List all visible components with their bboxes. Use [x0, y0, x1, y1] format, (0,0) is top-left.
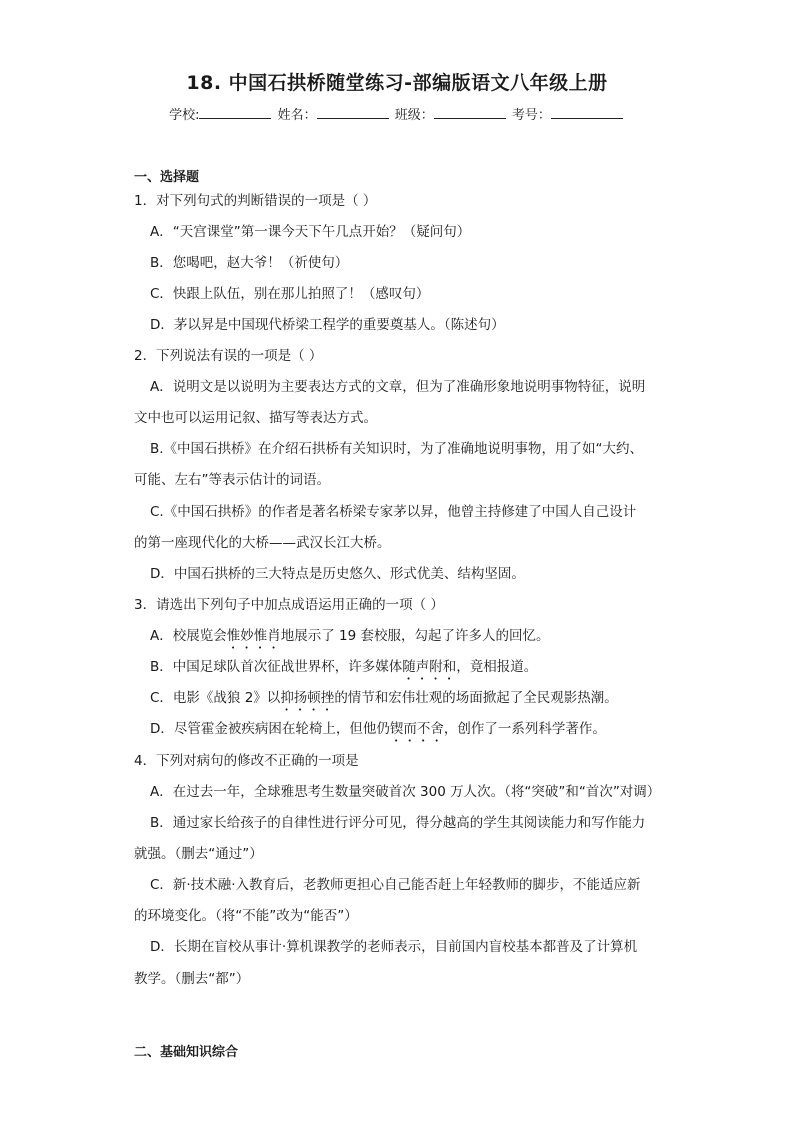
question-option-continued: 就强。（删去“通过”） — [134, 846, 263, 862]
option-text: D．尽管霍金被疾病困在轮椅上，但他仍 — [150, 721, 390, 737]
class-blank — [434, 106, 506, 119]
question-option: A．“天宫课堂”第一课今天下午几点开始？（疑问句） — [150, 224, 471, 240]
question-option — [150, 627, 550, 652]
question-option-continued: 可能、左右”等表示估计的词语。 — [134, 472, 330, 488]
option-text: C．电影《战狼 2》以 — [150, 690, 281, 706]
question-option: B．您喝吧，赵大爷！（祈使句） — [150, 255, 349, 271]
question-option: A．在过去一年，全球雅思考生数量突破首次 300 万人次。（将“突破”和“首次”对调） — [150, 784, 661, 800]
question-option-continued: 教学。（删去“都”） — [134, 971, 250, 987]
dotted-idiom: 锲而不舍 — [389, 721, 444, 737]
question-option-continued: 文中也可以运用记叙、描写等表达方式。 — [134, 410, 377, 426]
question-option: D．长期在盲校从事计·算机课教学的老师表示，目前国内盲校基本都普及了计算机 — [150, 939, 638, 955]
question-stem: 3．请选出下列句子中加点成语运用正确的一项（ ） — [134, 597, 444, 613]
question-option — [150, 658, 537, 683]
student-info-row — [0, 104, 794, 123]
number-label: 考号： — [511, 108, 551, 123]
question-option: C．快跟上队伍，别在那儿拍照了！（感叹句） — [150, 286, 430, 302]
section-heading-choice: 一、选择题 — [134, 170, 200, 185]
question-option: C．新·技术融·入教育后，老教师更担心自己能否赶上年轻教师的脚步，不能适应新 — [150, 877, 641, 893]
school-blank — [199, 106, 271, 119]
name-label: 姓名： — [277, 108, 317, 123]
dotted-idiom: 惟妙惟肖 — [226, 628, 281, 644]
question-option: A．说明文是以说明为主要表达方式的文章，但为了准确形象地说明事物特征，说明 — [150, 379, 646, 395]
question-option: B．通过家长给孩子的自律性进行评分可见，得分越高的学生其阅读能力和写作能力 — [150, 815, 646, 831]
question-stem: 4．下列对病句的修改不正确的一项是 — [134, 753, 359, 769]
number-blank — [551, 106, 623, 119]
question-option — [150, 720, 606, 745]
section-heading-basic-knowledge: 二、基础知识综合 — [134, 1045, 239, 1060]
option-text: A．校展览会 — [150, 628, 227, 644]
question-option: B.《中国石拱桥》在介绍石拱桥有关知识时，为了准确地说明事物，用了如“大约、 — [150, 441, 644, 457]
question-option: C.《中国石拱桥》的作者是著名桥梁专家茅以昇，他曾主持修建了中国人自己设计 — [150, 504, 637, 520]
page-title: 18. 中国石拱桥随堂练习-部编版语文八年级上册 — [186, 72, 608, 94]
option-text: 地展示了 19 套校服，勾起了许多人的回忆。 — [280, 628, 550, 644]
class-label: 班级： — [394, 108, 434, 123]
dotted-idiom: 抑扬顿挫 — [280, 690, 335, 706]
option-text: B．中国足球队首次征战世界杯，许多媒体 — [150, 659, 403, 675]
option-text: ，创作了一系列科学著作。 — [443, 721, 606, 737]
question-option: D．中国石拱桥的三大特点是历史悠久、形式优美、结构坚固。 — [150, 566, 525, 582]
option-text: ，竟相报道。 — [456, 659, 538, 675]
question-stem: 1．对下列句式的判断错误的一项是（ ） — [134, 193, 377, 209]
dotted-idiom: 随声附和 — [402, 659, 457, 675]
question-option-continued: 的环境变化。（将“不能”改为“能否”） — [134, 908, 358, 924]
option-text: 的情节和宏伟壮观的场面掀起了全民观影热潮。 — [334, 690, 618, 706]
question-option: D．茅以昇是中国现代桥梁工程学的重要奠基人。（陈述句） — [150, 317, 505, 333]
question-stem: 2．下列说法有误的一项是（ ） — [134, 348, 323, 364]
question-option-continued: 的第一座现代化的大桥——武汉长江大桥。 — [134, 535, 391, 551]
question-option — [150, 689, 618, 714]
school-label: 学校: — [169, 108, 200, 123]
name-blank — [317, 106, 389, 119]
